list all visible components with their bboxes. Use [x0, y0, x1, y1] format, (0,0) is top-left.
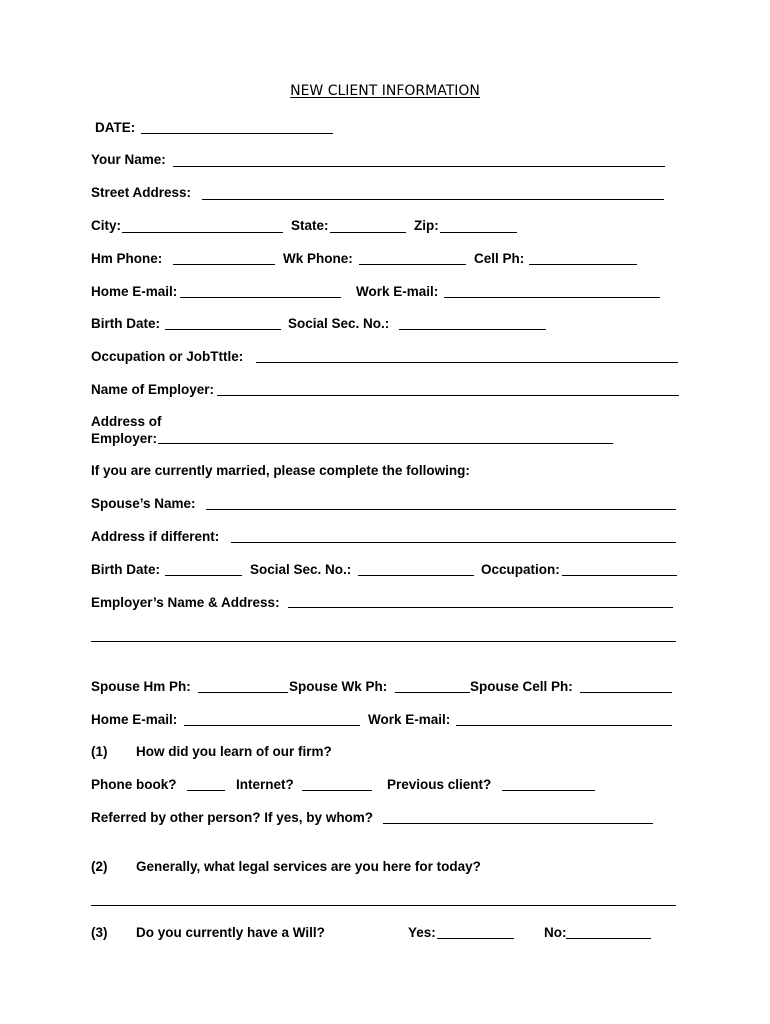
q3-text: Do you currently have a Will? [136, 925, 325, 940]
q1-text: How did you learn of our firm? [136, 744, 332, 759]
ssn-field[interactable] [399, 329, 546, 330]
employer-address-field[interactable] [158, 443, 613, 444]
referred-field[interactable] [383, 823, 653, 824]
birth-date-label: Birth Date: [91, 316, 161, 331]
internet-field[interactable] [302, 790, 372, 791]
spouse-name-label: Spouse’s Name: [91, 496, 196, 511]
cell-ph-label: Cell Ph: [474, 251, 525, 266]
spouse-hm-ph-label: Spouse Hm Ph: [91, 679, 191, 694]
yes-label: Yes: [408, 925, 436, 940]
spouse-occupation-field[interactable] [562, 575, 677, 576]
employer-address-label-line2: Employer: [91, 431, 158, 446]
your-name-label: Your Name: [91, 152, 166, 167]
spouse-cell-ph-field[interactable] [580, 692, 672, 693]
spouse-home-email-field[interactable] [184, 725, 360, 726]
date-field[interactable] [141, 133, 333, 134]
spouse-wk-ph-field[interactable] [395, 692, 470, 693]
spouse-ssn-field[interactable] [358, 575, 474, 576]
employer-name-address-field[interactable] [288, 607, 673, 608]
spouse-home-email-label: Home E-mail: [91, 712, 178, 727]
q3-number: (3) [91, 925, 108, 940]
employer-name-address-label: Employer’s Name & Address: [91, 595, 280, 610]
spouse-birth-date-field[interactable] [165, 575, 242, 576]
city-label: City: [91, 218, 121, 233]
street-address-label: Street Address: [91, 185, 192, 200]
spouse-work-email-label: Work E-mail: [368, 712, 451, 727]
cell-ph-field[interactable] [529, 264, 637, 265]
employer-name-address-field-2[interactable] [91, 641, 676, 642]
phone-book-label: Phone book? [91, 777, 177, 792]
wk-phone-field[interactable] [359, 264, 466, 265]
phone-book-field[interactable] [187, 790, 225, 791]
occupation-title-label: Occupation or JobTttle: [91, 349, 244, 364]
date-label: DATE: [95, 120, 136, 135]
no-label: No: [544, 925, 567, 940]
referred-label: Referred by other person? If yes, by whom? [91, 810, 374, 825]
state-field[interactable] [330, 232, 406, 233]
home-email-label: Home E-mail: [91, 284, 178, 299]
previous-client-label: Previous client? [387, 777, 492, 792]
occupation-title-field[interactable] [256, 362, 678, 363]
married-instruction: If you are currently married, please complete the following: [91, 463, 470, 478]
spouse-occupation-label: Occupation: [481, 562, 560, 577]
employer-name-field[interactable] [217, 395, 679, 396]
hm-phone-field[interactable] [173, 264, 275, 265]
street-address-field[interactable] [202, 199, 664, 200]
hm-phone-label: Hm Phone: [91, 251, 163, 266]
spouse-work-email-field[interactable] [456, 725, 672, 726]
previous-client-field[interactable] [502, 790, 595, 791]
q1-number: (1) [91, 744, 108, 759]
wk-phone-label: Wk Phone: [283, 251, 353, 266]
address-if-different-field[interactable] [231, 542, 676, 543]
address-if-different-label: Address if different: [91, 529, 220, 544]
q2-number: (2) [91, 859, 108, 874]
legal-services-field[interactable] [91, 905, 676, 906]
internet-label: Internet? [236, 777, 294, 792]
employer-address-label-line1: Address of [91, 414, 162, 429]
ssn-label: Social Sec. No.: [288, 316, 390, 331]
work-email-field[interactable] [444, 297, 660, 298]
will-no-field[interactable] [566, 938, 651, 939]
home-email-field[interactable] [180, 297, 341, 298]
zip-label: Zip: [414, 218, 439, 233]
city-field[interactable] [122, 232, 283, 233]
zip-field[interactable] [440, 232, 517, 233]
spouse-wk-ph-label: Spouse Wk Ph: [289, 679, 388, 694]
spouse-cell-ph-label: Spouse Cell Ph: [470, 679, 573, 694]
your-name-field[interactable] [173, 166, 665, 167]
spouse-ssn-label: Social Sec. No.: [250, 562, 352, 577]
q2-text: Generally, what legal services are you here for today? [136, 859, 481, 874]
will-yes-field[interactable] [437, 938, 514, 939]
birth-date-field[interactable] [165, 329, 281, 330]
work-email-label: Work E-mail: [356, 284, 439, 299]
employer-name-label: Name of Employer: [91, 382, 215, 397]
spouse-hm-ph-field[interactable] [198, 692, 288, 693]
spouse-birth-date-label: Birth Date: [91, 562, 161, 577]
state-label: State: [291, 218, 329, 233]
spouse-name-field[interactable] [206, 509, 676, 510]
form-title: NEW CLIENT INFORMATION [290, 83, 480, 99]
